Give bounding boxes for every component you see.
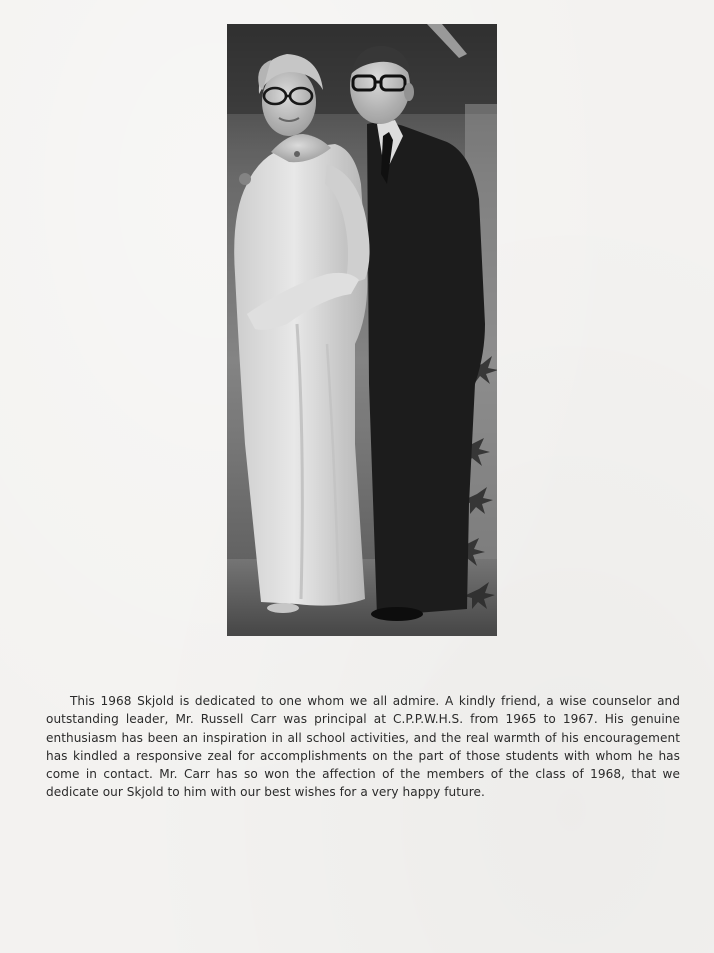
photo-illustration [227,24,497,636]
dedication-photo [227,24,497,636]
dedication-text: This 1968 Skjold is dedicated to one whom we all admire. A kindly friend, a wise counselor and outstanding leader, Mr. Russell Carr was principal at C.P.P.W.H.S. from 1965 to 1967. His genuine enthusiasm has been an inspiration in all school activities, and the real warmth of his encouragement has kindled a responsive zeal for accomplishments on the part of those students with whom he has come in contact. Mr. Carr has so won the affection of the members of the class of 1968, that we dedicate our Skjold to him with our best wishes for a very happy future. [46,694,680,800]
